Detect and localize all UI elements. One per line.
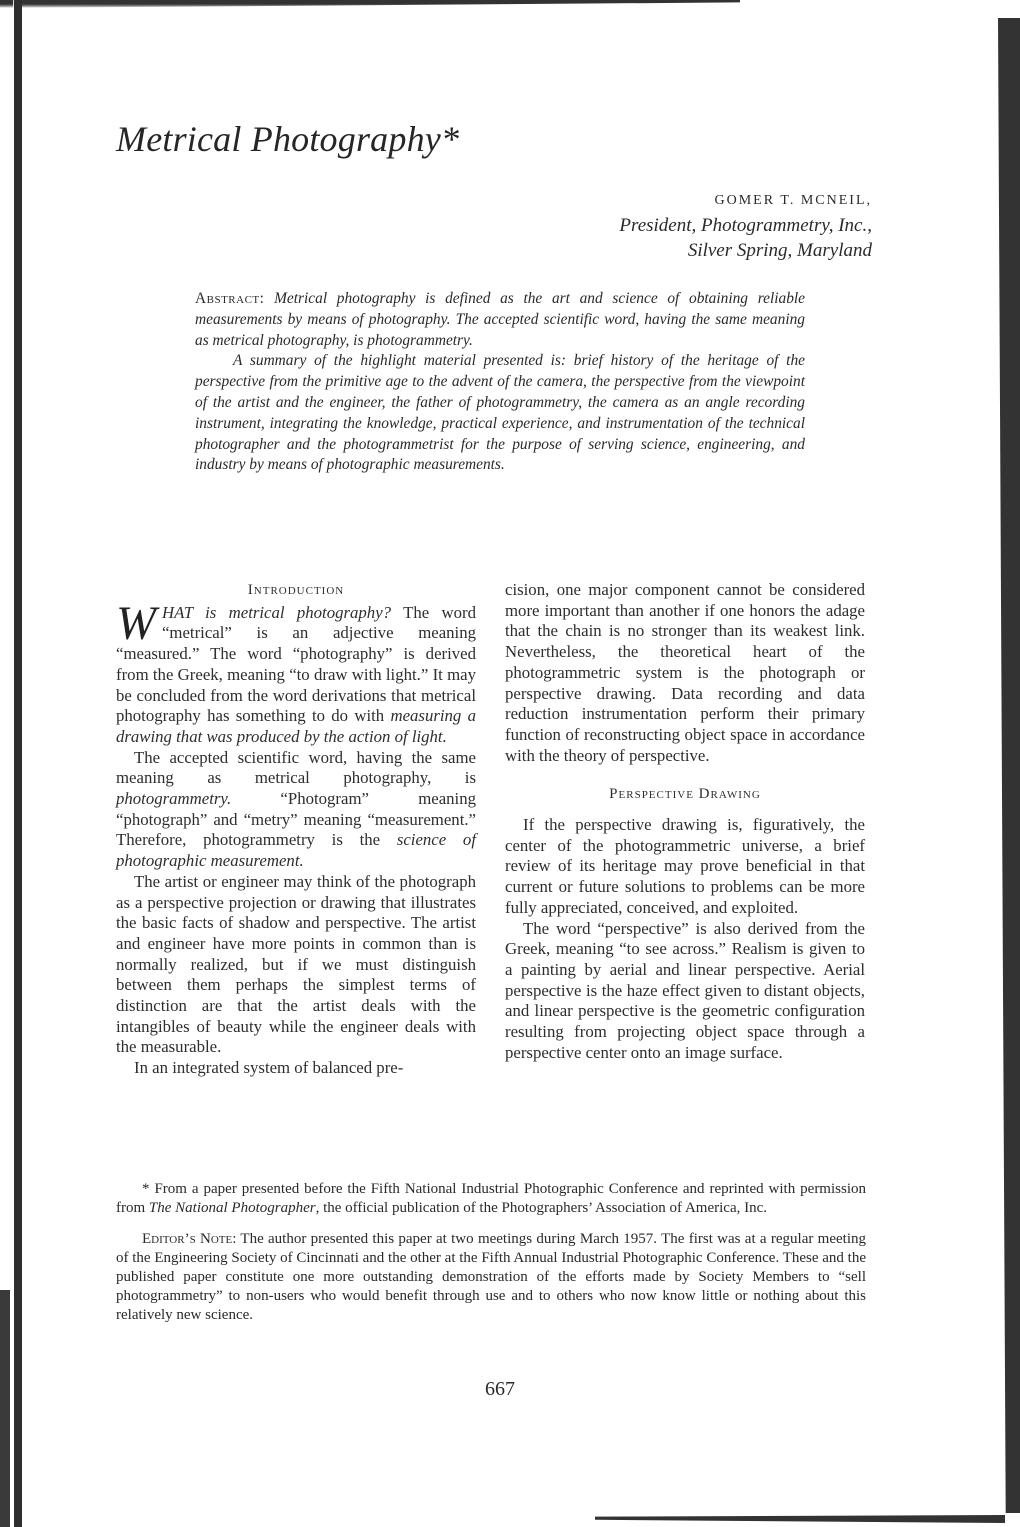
dropcap: W: [116, 596, 156, 650]
abstract: [195, 289, 805, 476]
abstract-paragraph-1: Metrical photography is defined as the art and science of obtaining reliable measurements by means of photography. The accepted scientific word, having the same meaning as metrical photography, is photogrammetry.: [195, 290, 805, 349]
scan-edge-left-lower: [0, 1290, 10, 1527]
footnote-a: * From a paper presented before the Fifth National Industrial Photographic Conference and reprinted with permission from: [116, 1181, 866, 1216]
abstract-paragraph-2: A summary of the highlight material presented is: brief history of the heritage of the perspective from the primitive age to the advent of the camera, the perspective from the viewpoint of the artist and the engineer, the father of photogrammetry, the camera as an angle recording instrument, integrating the knowledge, practical experience, and instrumentation of the technical photographer and the photogrammetrist for the purpose of serving science, engineering, and industry by means of photographic measurements.: [195, 352, 805, 474]
footnotes: [116, 1180, 866, 1325]
abstract-label: Abstract:: [195, 290, 265, 307]
author-location: Silver Spring, Maryland: [687, 240, 872, 261]
perspective-paragraph-1: If the perspective drawing is, figuratively, the center of the photogrammetric universe, a brief review of its heritage may prove beneficial in that current or future solutions to problems can be more fully appreciated, conceived, and exploited.: [505, 815, 865, 917]
page-number: 667: [485, 1378, 515, 1400]
article-title: Metrical Photography*: [116, 119, 460, 159]
section-heading-introduction: Introduction: [247, 582, 345, 598]
column-right: [505, 580, 865, 1063]
editors-note: [116, 1230, 866, 1325]
intro-p2-a: The accepted scientific word, having the same meaning as metrical photography, is: [116, 747, 476, 788]
intro-paragraph-1: [116, 596, 476, 748]
author-block: [619, 188, 872, 263]
intro-lead-italic: HAT is metrical photography?: [161, 602, 392, 622]
intro-p1-text: The word “metrical” is an adjective meaning “measured.” The word “photography” is derived from the Greek, meaning “to draw with light.” It may be concluded from the word derivations that metrical photography has something to do with: [116, 602, 476, 726]
intro-p2-italic1: photogrammetry.: [116, 789, 232, 809]
scan-edge-bottom: [595, 1515, 1005, 1523]
intro-paragraph-3: The artist or engineer may think of the photograph as a perspective projection or drawing that illustrates the basic facts of shadow and perspective. The artist and engineer have more points in common than is normally realized, but if we must distinguish between them perhaps the simplest terms of distinction are that the artist deals with the intangibles of beauty while the engineer deals with the measurable.: [116, 871, 476, 1057]
footnote-source: [116, 1180, 866, 1218]
intro-p1-italic: measuring a drawing that was produced by the action of light.: [116, 706, 476, 746]
author-position: President, Photogrammetry, Inc.,: [619, 215, 872, 236]
section-heading-perspective-drawing: Perspective Drawing: [609, 786, 761, 803]
intro-p2-b: “Photogram” meaning “photograph” and “metry” meaning “measurement.” Therefore, photogrammetry is the: [116, 789, 476, 850]
intro-p2-italic2: science of photographic measurement.: [116, 830, 476, 871]
editors-note-text: The author presented this paper at two meetings during March 1957. The first was at a regular meeting of the Engineering Society of Cincinnati and the other at the Fifth Annual Industrial Photographic Conference. These and the published paper constitute one more outstanding demonstration of the efforts made by Society Members to “sell photogrammetry” to non-users who would benefit through use and to others who now know little or nothing about this relatively new science.: [116, 1231, 866, 1323]
intro-paragraph-2: [116, 748, 476, 872]
scan-edge-top: [0, 0, 740, 8]
footnote-b: , the official publication of the Photographers’ Association of America, Inc.: [315, 1200, 767, 1216]
intro-paragraph-4-continued: cision, one major component cannot be considered more important than another if one honors the adage that the chain is no stronger than its weakest link. Nevertheless, the theoretical heart of the photogrammetric system is the photograph or perspective drawing. Data recording and data reduction instrumentation perform their primary function of reconstructing object space in accordance with the theory of perspective.: [505, 580, 865, 765]
author-name: GOMER T. MCNEIL,: [714, 193, 872, 208]
intro-paragraph-4-start: In an integrated system of balanced pre-: [134, 1058, 404, 1078]
column-left: [116, 580, 476, 1079]
editors-note-label: Editor’s Note:: [142, 1231, 237, 1247]
scan-edge-right: [998, 18, 1020, 1513]
perspective-paragraph-2: The word “perspective” is also derived from the Greek, meaning “to see across.” Realism is given to a painting by aerial and linear perspective. Aerial perspective is the haze effect given to distant objects, and linear perspective is the geometric configuration resulting from projecting object space through a perspective center onto an image surface.: [505, 918, 865, 1062]
footnote-publication: The National Photographer: [148, 1200, 316, 1216]
